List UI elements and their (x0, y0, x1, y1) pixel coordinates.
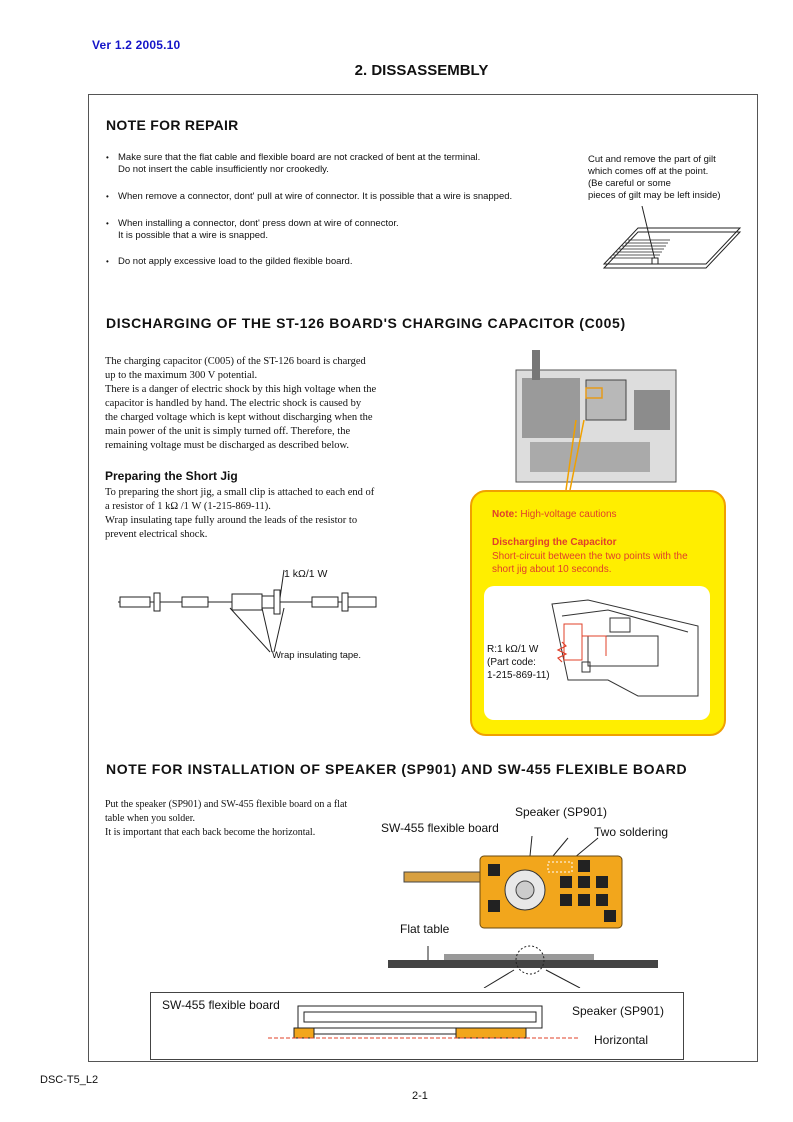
sw455-label: SW-455 flexible board (381, 821, 499, 835)
speaker-board-photo (400, 836, 640, 936)
speaker-heading: NOTE FOR INSTALLATION OF SPEAKER (SP901) AND SW-455 FLEXIBLE BOARD (106, 761, 688, 777)
discharge-heading: DISCHARGING OF THE ST-126 BOARD'S CHARGING CAPACITOR (C005) (106, 315, 626, 331)
repair-bullet: • Do not apply excessive load to the gilded flexible board. (118, 256, 352, 268)
speaker-label-2: Speaker (SP901) (572, 1004, 665, 1018)
soldering-label: Two soldering (594, 825, 669, 839)
repair-bullet: • Make sure that the flat cable and flexible board are not cracked of bent at the terminal. Do not insert the cable insufficiently nor crookedly. (118, 152, 480, 176)
sw455-label-2: SW-455 flexible board (162, 998, 280, 1012)
note-line: Note: High-voltage cautions (492, 509, 617, 520)
page-title: 2. DISSASSEMBLY (354, 62, 489, 79)
resistor-label: 1 kΩ/1 W (284, 568, 328, 580)
horizontal-label: Horizontal (594, 1033, 649, 1047)
cap-instruction: Short-circuit between the two points with the short jig about 10 seconds. (492, 551, 688, 575)
jig-heading: Preparing the Short Jig (105, 469, 238, 483)
horizontal-detail-drawing (260, 1000, 580, 1050)
gilt-note: Cut and remove the part of gilt which comes off at the point. (Be careful or some pieces of gilt may be left inside) (588, 154, 721, 201)
repair-heading: NOTE FOR REPAIR (106, 117, 239, 133)
jig-paragraph: To preparing the short jig, a small clip is attached to each end of a resistor of 1 kΩ /1 W (1-215-869-11). Wrap insulating tape fully around the leads of the resistor to prevent electrical shock. (105, 487, 375, 540)
capacitor-detail-drawing (548, 596, 708, 706)
flat-table-drawing (384, 942, 674, 988)
model-code: DSC-T5_L2 (40, 1074, 99, 1086)
tape-label: Wrap insulating tape. (272, 650, 362, 661)
speaker-label: Speaker (SP901) (515, 805, 608, 819)
discharge-paragraph: The charging capacitor (C005) of the ST-126 board is charged up to the maximum 300 V potential. There is a danger of electric shock by this high voltage when the capacitor is handled by hand. The electric shock is caused by the charged voltage which is kept without discharging when the main power of the unit is simply turned off. Therefore, the remaining voltage must be discharged as described below. (105, 356, 377, 451)
flex-cable-illustration (598, 206, 748, 276)
speaker-paragraph: Put the speaker (SP901) and SW-455 flexible board on a flat table when you solder. It is important that each back become the horizontal. (105, 799, 348, 838)
camera-board-photo (506, 350, 686, 490)
flat-table-label: Flat table (400, 922, 450, 936)
cap-heading: Discharging the Capacitor (492, 537, 617, 548)
repair-bullet: • When remove a connector, dont' pull at wire of connector. It is possible that a wire is snapped. (118, 191, 512, 203)
repair-bullet: • When installing a connector, dont' press down at wire of connector. It is possible that a wire is snapped. (118, 218, 399, 242)
resistor-spec: R:1 kΩ/1 W (Part code: 1-215-869-11) (487, 644, 550, 681)
version-label: Ver 1.2 2005.10 (92, 38, 181, 52)
page-number: 2-1 (412, 1090, 428, 1102)
